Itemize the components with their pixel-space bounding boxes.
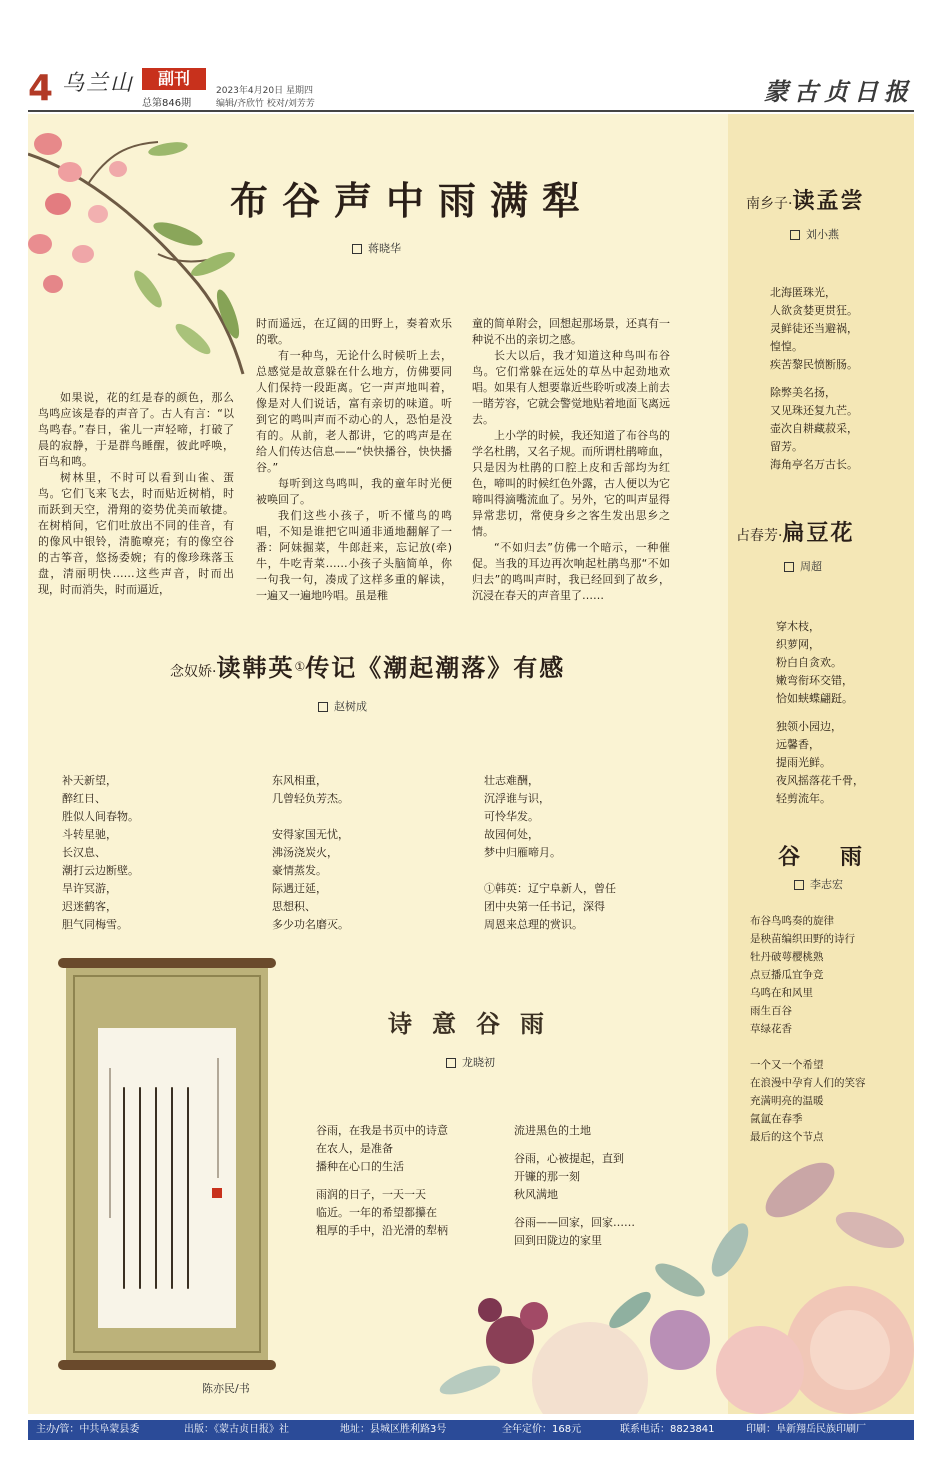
article2-col3: [484, 772, 616, 934]
poem-line: 充满明亮的温暖: [750, 1095, 824, 1107]
paragraph: 长大以后，我才知道这种鸟叫布谷鸟。它们常躲在远处的草丛中起劲地欢唱。如果有人想要靠近些聆听或凑上前去一睹芳容，它就会警觉地贴着地面飞离远去。: [472, 349, 670, 426]
footnote-line: 团中央第一任书记，深得: [484, 900, 605, 913]
poem-line: 补天新望，: [62, 774, 117, 787]
poem-line: 粗厚的手中，沿光滑的犁柄: [316, 1224, 448, 1237]
poem-line: 远馨香，: [776, 738, 820, 751]
poem-line: 雨生百谷: [750, 1005, 792, 1017]
poem-line: 疾苦黎民愤断肠。: [770, 358, 858, 371]
right-poem1-title-main: 读孟尝: [792, 188, 865, 214]
poem-line: 恰如蛱蝶翩跹。: [776, 692, 853, 705]
paragraph: 童的简单附会，回想起那场景，还真有一种说不出的亲切之感。: [472, 317, 670, 346]
article1-col1: [38, 390, 234, 598]
poem-line: 沸汤浇炭火，: [272, 846, 338, 859]
issue-date: 2023年4月20日 星期四: [216, 86, 313, 96]
poem-line: 北海匿珠光，: [770, 286, 836, 299]
byline-box-icon: [318, 702, 328, 712]
article1-author: 蒋晓华: [368, 242, 401, 255]
footer-printer: 印刷：阜新翔岳民族印刷厂: [746, 1424, 866, 1435]
poem-line: 胜似人间春物。: [62, 810, 139, 823]
footer-publisher: 出版：《蒙古贞日报》社: [184, 1424, 289, 1435]
article1-col3: [472, 316, 670, 604]
poem-line: 惶惶。: [770, 340, 803, 353]
poem-line: 是秧苗编织田野的诗行: [750, 933, 855, 945]
poem-line: 布谷鸟鸣奏的旋律: [750, 915, 834, 927]
article1-col2: [256, 316, 452, 604]
poem-line: 粉白自贪欢。: [776, 656, 842, 669]
blossom-branch-illustration: [28, 114, 258, 394]
article3-byline: [446, 1054, 495, 1070]
footnote-line: ①韩英：辽宁阜新人，曾任: [484, 882, 616, 895]
poem-line: 流进黑色的土地: [514, 1124, 591, 1137]
poem-line: 一个又一个希望: [750, 1059, 824, 1071]
byline-box-icon: [790, 230, 800, 240]
article1-byline: [352, 240, 401, 256]
paragraph: 我们这些小孩子，听不懂鸟的鸣唱，不知是谁把它叫通非通地翻解了一番：阿妹掘菜，牛郎赶来，忘记放(牵)牛，牛吃青菜……小孩子头脑简单，你一句我一句，凑成了这样多重的解读，一遍又一遍地吟唱。虽是稚: [256, 509, 452, 602]
stanza-gap: [316, 1176, 448, 1186]
poem-line: 灵鲜徒还当避祸，: [770, 322, 858, 335]
byline-box-icon: [794, 880, 804, 890]
article3-col1: [316, 1122, 448, 1240]
poem-line: 谷雨——回家，回家……: [514, 1216, 635, 1229]
stanza-gap: [750, 1038, 866, 1056]
poem-line: 草绿花香: [750, 1023, 792, 1035]
footer-bar: [28, 1420, 914, 1440]
article2-title-main: 读韩英: [216, 653, 295, 682]
poem-line: 轻剪流年。: [776, 792, 831, 805]
footer-price: 全年定价：168元: [502, 1424, 582, 1435]
poem-line: 壶次自耕藏菽采，: [770, 422, 858, 435]
right-poem2-author: 周超: [800, 560, 822, 573]
paper-name: 蒙古贞日报: [764, 77, 914, 106]
poem-line: 几曾轻负芳杰。: [272, 792, 349, 805]
byline-box-icon: [446, 1058, 456, 1068]
stanza-gap: [770, 374, 858, 384]
article2-col1: [62, 772, 139, 934]
poem-line: 壮志难酬，: [484, 774, 539, 787]
poem-line: 可怜华发。: [484, 810, 539, 823]
poem-line: 点豆播瓜宜争竞: [750, 969, 824, 981]
calligraphy-credit: 陈亦民/书: [202, 1382, 250, 1395]
footnote-line: 周恩来总理的赏识。: [484, 918, 583, 931]
paragraph: 树林里，不时可以看到山雀、蛋鸟。它们飞来飞去，时而贴近树梢，时而跃到天空，滑翔的姿势优美而敏捷。在树梢间，它们吐放出不同的佳音，有的像风中银铃，清脆嘹亮；有的像空谷的古筝音，悠扬委婉；有的像珍珠落玉盘，清丽明快……这些声音，时而出现，时而消失，时而逼近，: [38, 471, 234, 596]
issue-total: 总第846期: [142, 98, 192, 109]
poem-line: 东风相重，: [272, 774, 327, 787]
masthead-rule: [28, 110, 914, 112]
poem-line: 胆气同梅雪。: [62, 918, 128, 931]
column-name: 副刊: [142, 68, 206, 90]
paragraph: 每听到这鸟鸣叫，我的童年时光便被唤回了。: [256, 477, 452, 506]
poem-line: 牡丹破萼樱桃熟: [750, 951, 824, 963]
right-poem2-title-main: 扁豆花: [782, 520, 855, 546]
poem-line: 醉红日、: [62, 792, 106, 805]
right-poem1-byline: [790, 226, 839, 242]
poem-line: 播种在心口的生活: [316, 1160, 404, 1173]
calligraphy-scroll-image: [58, 958, 276, 1370]
right-poem3-title: [778, 840, 902, 871]
article2-col2: [272, 772, 349, 934]
page-number: 4: [28, 68, 54, 109]
editor-credits: 编辑/齐欣竹 校对/刘芳芳: [216, 99, 315, 109]
flower-bouquet-illustration: [430, 1130, 914, 1414]
article3-author: 龙晓初: [462, 1056, 495, 1069]
article2-byline: [318, 698, 367, 714]
poem-line: 豪情蒸发。: [272, 864, 327, 877]
right-poem3-body: [750, 912, 866, 1146]
stanza-gap: [776, 708, 864, 718]
poem-line: 织萝网，: [776, 638, 820, 651]
paragraph: 有一种鸟，无论什么时候听上去，总感觉是故意躲在什么地方，仿佛要同人们保持一段距离。它一声声地叫着，像是对人们说话，富有亲切的味道。听到它的鸣叫声而不动心的人，恐怕是没有的。从前，老人都讲，它的鸣声是在给人们传达信息——“快快播谷，快快播谷。”: [256, 349, 452, 474]
poem-line: 独领小园边，: [776, 720, 842, 733]
poem-line: 思想积、: [272, 900, 316, 913]
poem-line: 留芳。: [770, 440, 803, 453]
poem-line: 海角亭名万古长。: [770, 458, 858, 471]
footer-sponsor: 主办/管：中共阜蒙县委: [36, 1424, 140, 1435]
poem-line: 谷雨，心被提起，直到: [514, 1152, 624, 1165]
right-poem1-author: 刘小燕: [806, 228, 839, 241]
poem-line: 氤氲在春季: [750, 1113, 803, 1125]
poem-line: 又见珠还复九芒。: [770, 404, 858, 417]
poem-line: 开镰的那一刻: [514, 1170, 580, 1183]
poem-line: 迟迷鹤客，: [62, 900, 117, 913]
poem-line: 沉浮谁与识，: [484, 792, 550, 805]
right-poem2-byline: [784, 558, 822, 574]
right-poem2-tune: 占春芳·: [736, 528, 783, 544]
poem-line: 潮打云边断壁。: [62, 864, 139, 877]
poem-line: 除弊美名扬，: [770, 386, 836, 399]
poem-line: 故园何处，: [484, 828, 539, 841]
right-poem2-body: [776, 618, 864, 808]
poem-line: 际遇迂延，: [272, 882, 327, 895]
right-poem2-title: [736, 516, 854, 547]
byline-box-icon: [352, 244, 362, 254]
footer-phone: 联系电话：8823841: [620, 1424, 715, 1435]
paragraph: 上小学的时候，我还知道了布谷鸟的学名杜鹃，又名子规。而所谓杜鹃啼血，只是因为杜鹃的口腔上皮和舌部均为红色，啼叫的时候红色外露，古人便以为它啼叫得滴嘴流血了。另外，它的叫声显得异常悲切，常使身乡之客生发出思乡之情。: [472, 429, 670, 538]
paragraph: 时而遥远，在辽阔的田野上，奏着欢乐的歌。: [256, 317, 452, 346]
footer-address: 地址：县城区胜利路3号: [340, 1424, 447, 1435]
right-poem3-byline: [794, 876, 843, 892]
column-logo: 乌兰山: [62, 71, 135, 96]
right-poem1-body: [770, 284, 858, 474]
poem-line: 斗转星驰，: [62, 828, 117, 841]
poem-line: 穿木枝，: [776, 620, 820, 633]
byline-box-icon: [784, 562, 794, 572]
poem-line: 秋风满地: [514, 1188, 558, 1201]
poem-line: 安得家国无忧，: [272, 828, 349, 841]
poem-line: 人欲贪婪更贯狂。: [770, 304, 858, 317]
article2-title-mark: ①: [294, 659, 306, 674]
right-poem1-title: [746, 184, 864, 215]
poem-line: 夜风摇落花千骨，: [776, 774, 864, 787]
poem-line: 旱许冥游，: [62, 882, 117, 895]
poem-line: 嫩弯衔环交错，: [776, 674, 853, 687]
poem-line: 最后的这个节点: [750, 1131, 824, 1143]
masthead: [28, 66, 914, 114]
article3-title: 诗意谷雨: [388, 1009, 564, 1038]
article2-title-rest: 传记《潮起潮落》有感: [305, 653, 566, 682]
poem-line: 临近。一年的希望都攥在: [316, 1206, 437, 1219]
right-poem1-tune: 南乡子·: [746, 196, 793, 212]
poem-line: 在浪漫中孕育人们的笑容: [750, 1077, 866, 1089]
poem-line: 乌鸣在和风里: [750, 987, 813, 999]
right-poem3-author: 李志宏: [810, 878, 843, 891]
poem-line: 梦中归雁啼月。: [484, 846, 561, 859]
paragraph: 如果说，花的红是春的颜色，那么鸟鸣应该是春的声音了。古人有言：“以鸟鸣春。”春日，雀儿一声轻啼，打破了晨的寂静，于是群鸟睡醒，彼此呼唤，百鸟和鸣。: [38, 391, 234, 468]
poem-line: 谷雨，在我是书页中的诗意: [316, 1124, 448, 1137]
poem-line: 提雨光鲜。: [776, 756, 831, 769]
poem-line: 雨润的日子，一天一天: [316, 1188, 426, 1201]
stanza-gap: [272, 808, 349, 826]
article2-author: 赵树成: [334, 700, 367, 713]
poem-line: 在农人，是准备: [316, 1142, 393, 1155]
paragraph: “不如归去”仿佛一个暗示，一种催促。当我的耳边再次响起杜鹃鸟那“不如归去”的鸣叫声时，我已经回到了故乡，沉浸在春天的声音里了……: [472, 541, 670, 602]
article2-tune: 念奴娇·: [170, 664, 217, 680]
poem-line: 回到田陇边的家里: [514, 1234, 602, 1247]
poem-line: 多少功名磨灭。: [272, 918, 349, 931]
stanza-gap: [484, 862, 616, 880]
article1-title: 布谷声中雨满犁: [230, 178, 595, 223]
right-poem3-title-main: 谷雨: [778, 844, 903, 870]
article2-title: [170, 648, 565, 683]
poem-line: 长汉息、: [62, 846, 106, 859]
